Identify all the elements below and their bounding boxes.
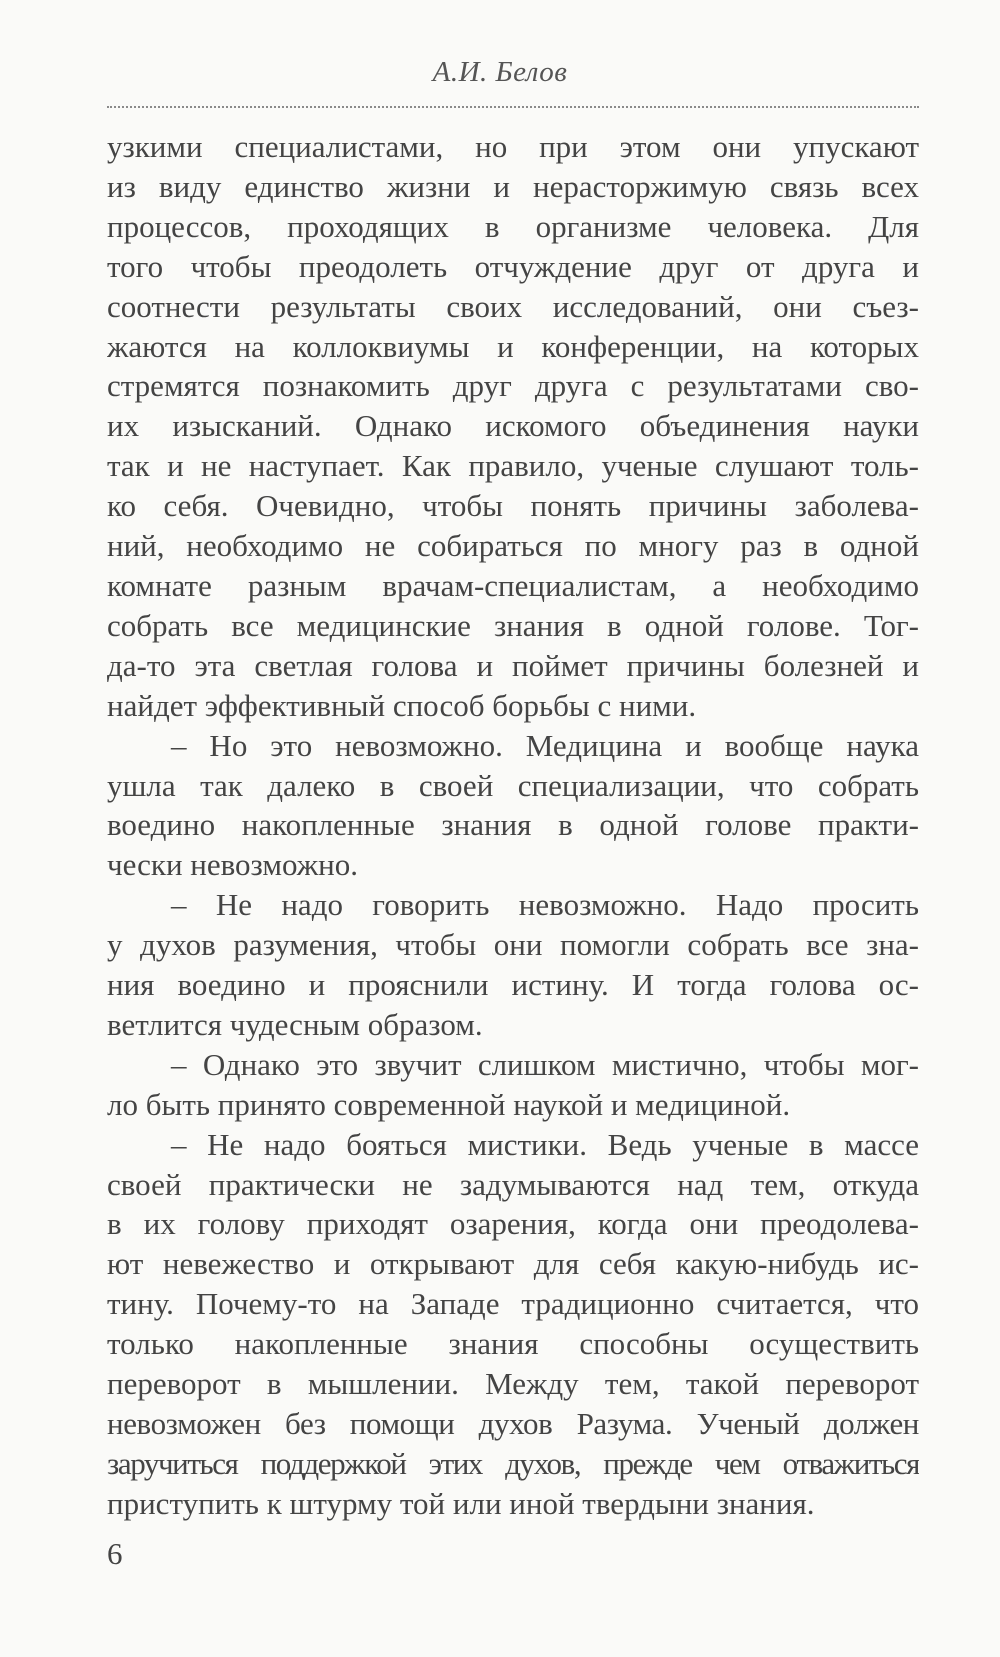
text-line: ний, необходимо не собираться по многу раз в одной (107, 528, 919, 564)
text-line: жаются на коллоквиумы и конференции, на которых (107, 328, 919, 364)
text-line: тину. Почему-то на Западе традиционно считается, что (107, 1286, 919, 1322)
text-line: ло быть принято современной наукой и медициной. (107, 1086, 791, 1122)
text-line: найдет эффективный способ борьбы с ними. (107, 687, 697, 723)
text-line: комнате разным врачам-специалистам, а необходимо (107, 567, 919, 603)
text-line: ко себя. Очевидно, чтобы понять причины заболева- (107, 488, 919, 524)
text-line: у духов разумения, чтобы они помогли собрать все зна- (107, 927, 919, 963)
text-line: ют невежество и открывают для себя какую-нибудь ис- (107, 1246, 919, 1282)
text-line: ушла так далеко в своей специализации, что собрать (107, 767, 919, 803)
text-line: так и не наступает. Как правило, ученые слушают толь- (107, 448, 919, 484)
text-line: в их голову приходят озарения, когда они преодолева- (107, 1206, 919, 1242)
dialogue-line: – Однако это звучит слишком мистично, чтобы мог- (171, 1046, 919, 1082)
page-body-text (107, 127, 919, 1524)
text-line: только накопленные знания способны осуществить (107, 1326, 919, 1362)
page-number: 6 (107, 1536, 123, 1571)
text-line: ветлится чудесным образом. (107, 1006, 483, 1042)
text-line: воедино накопленные знания в одной голове практи- (107, 807, 919, 843)
dialogue-line: – Не надо бояться мистики. Ведь ученые в массе (171, 1126, 919, 1162)
text-line: своей практически не задумываются над тем, откуда (107, 1166, 919, 1202)
text-line: заручиться поддержкой этих духов, прежде чем отважиться (107, 1445, 919, 1481)
text-line: стремятся познакомить друг друга с результатами сво- (107, 368, 919, 404)
text-line: того чтобы преодолеть отчуждение друг от друга и (107, 248, 919, 284)
running-head-author: А.И. Белов (432, 56, 568, 88)
dialogue-line: – Но это невозможно. Медицина и вообще наука (171, 727, 919, 763)
text-line: переворот в мышлении. Между тем, такой переворот (107, 1366, 919, 1402)
text-line: приступить к штурму той или иной твердыни знания. (107, 1485, 815, 1521)
text-line: чески невозможно. (107, 847, 358, 883)
text-line: соотнести результаты своих исследований, они съез- (107, 288, 919, 324)
dialogue-line: – Не надо говорить невозможно. Надо просить (171, 887, 919, 923)
text-line: их изысканий. Однако искомого объединения науки (107, 408, 919, 444)
text-line: процессов, проходящих в организме человека. Для (107, 208, 919, 244)
text-line: невозможен без помощи духов Разума. Ученый должен (107, 1406, 919, 1441)
text-line: из виду единство жизни и нерасторжимую связь всех (107, 168, 919, 204)
text-line: собрать все медицинские знания в одной голове. Тог- (107, 607, 919, 643)
header-dotted-rule (107, 106, 919, 108)
text-line: узкими специалистами, но при этом они упускают (107, 129, 919, 164)
text-line: да-то эта светлая голова и поймет причины болезней и (107, 647, 919, 683)
text-line: ния воедино и прояснили истину. И тогда голова ос- (107, 967, 919, 1003)
